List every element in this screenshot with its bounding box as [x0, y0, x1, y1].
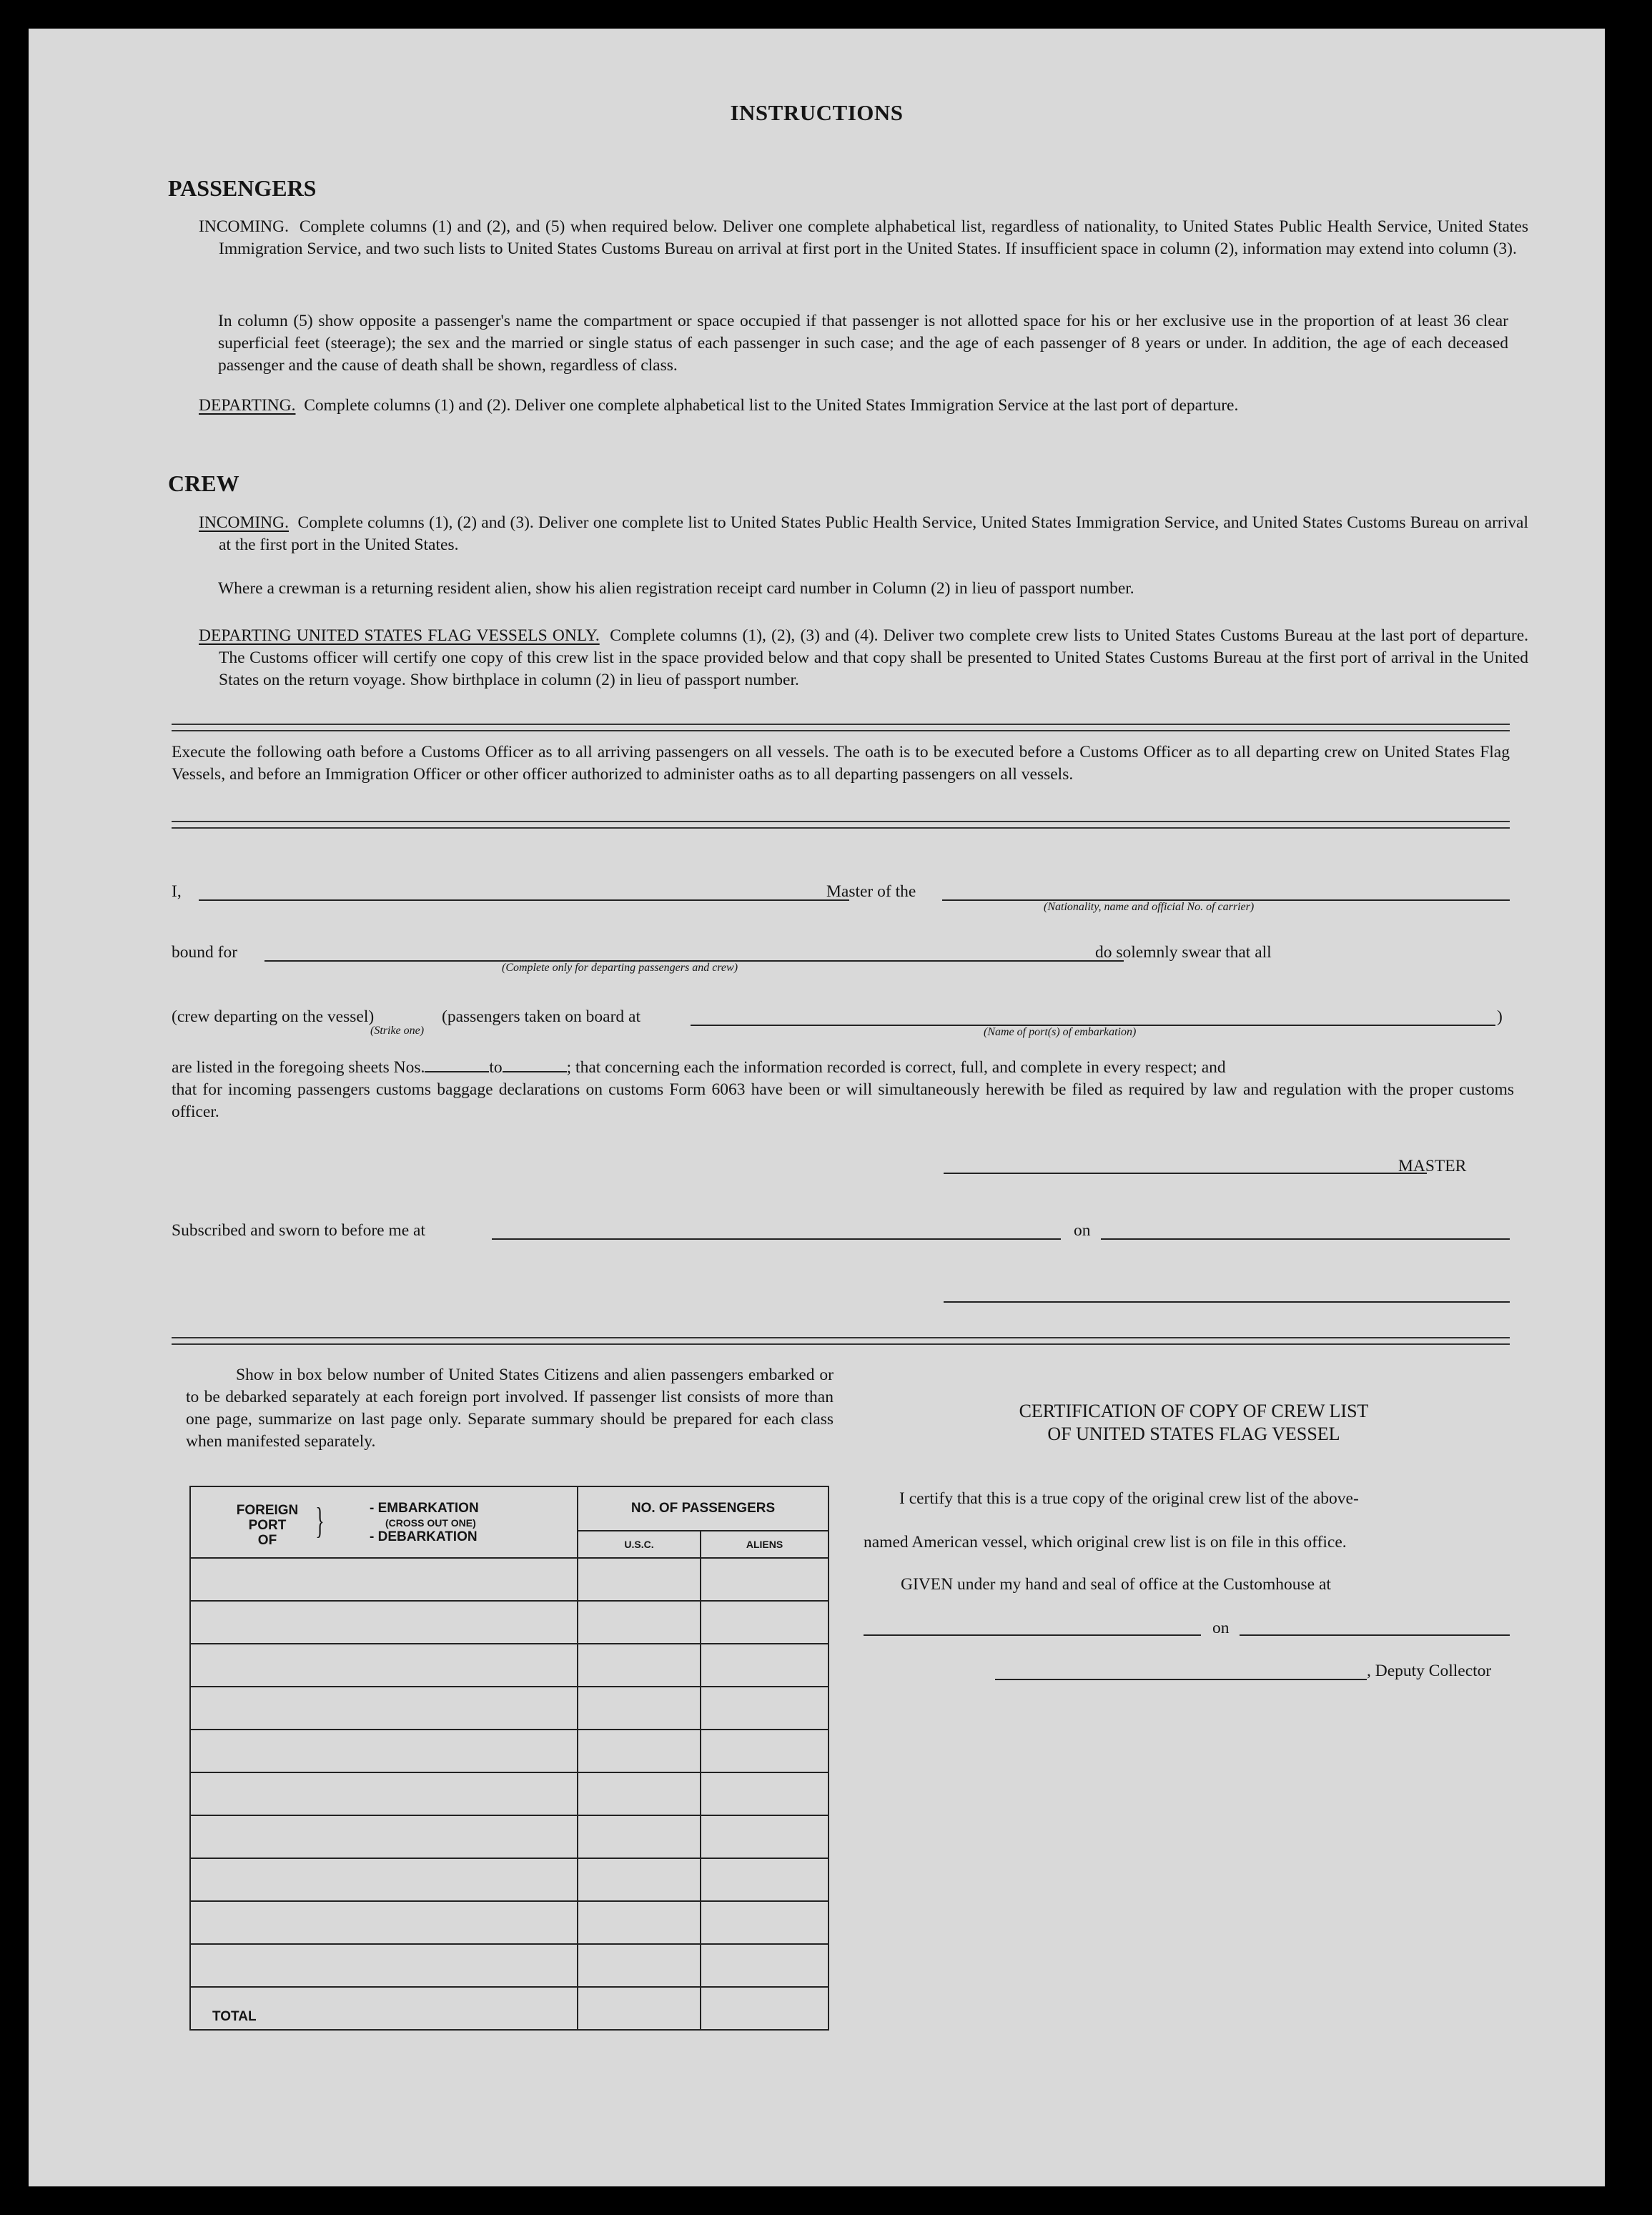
table-row [190, 1601, 829, 1644]
passengers-departing-text: Complete columns (1) and (2). Deliver one complete alphabetical list to the United States Immigration Service at the last port of departure. [304, 396, 1239, 415]
table-row [190, 1687, 829, 1730]
passengers-departing-label: DEPARTING. [199, 396, 296, 415]
crew-departing-text: Complete columns (1), (2), (3) and (4). Deliver two complete crew lists to United States Customs Bureau at the last port of departure. The Customs officer will certify one copy of this crew list in the space provided below and that copy shall be presented to United States Customs Bureau at the first port of arrival in the United States on the return voyage. Show birthplace in column (2) in lieu of passport number. [219, 626, 1528, 689]
certify-text-line-2: named American vessel, which original crew list is on file in this office. [864, 1533, 1347, 1552]
cross-out-hint: (CROSS OUT ONE) [385, 1517, 476, 1529]
table-row [190, 1944, 829, 1987]
port-cell[interactable] [190, 1558, 578, 1601]
total-row [190, 1987, 829, 2030]
ports-hint: (Name of port(s) of embarkation) [984, 1026, 1137, 1038]
listed-rest-text: that for incoming passengers customs baggage declarations on customs Form 6063 have been or will simultaneously herewith be filed as required by law and regulation with the proper customs officer. [172, 1080, 1514, 1121]
certification-heading-line-1: CERTIFICATION OF COPY OF CREW LIST [1019, 1401, 1369, 1421]
port-label: PORT [248, 1518, 287, 1533]
crew-resident-paragraph: Where a crewman is a returning resident alien, show his alien registration receipt card number in Column (2) in lieu of passport number. [218, 579, 1134, 598]
crew-incoming-text: Complete columns (1), (2) and (3). Deliver one complete list to United States Public Health Service, United States Immigration Service, and United States Customs Bureau on arrival at the first port in the United States. [219, 513, 1529, 554]
deputy-signature-line[interactable] [995, 1679, 1367, 1680]
table-row [190, 1558, 829, 1601]
aliens-cell[interactable] [701, 1601, 829, 1644]
master-of-label: Master of the [826, 882, 916, 901]
bound-for-hint: (Complete only for departing passengers and crew) [502, 962, 738, 974]
aliens-cell[interactable] [701, 1687, 829, 1730]
port-cell[interactable] [190, 1644, 578, 1687]
usc-cell[interactable] [578, 1644, 701, 1687]
sheets-from-field[interactable] [425, 1071, 489, 1072]
bound-for-label: bound for [172, 943, 238, 962]
subscribed-place-line[interactable] [492, 1238, 1061, 1240]
total-label: TOTAL [190, 1987, 578, 2030]
port-header-cell [190, 1486, 578, 1558]
crew-departing-label: DEPARTING UNITED STATES FLAG VESSELS ONLY. [199, 626, 600, 645]
master-label: MASTER [1398, 1157, 1467, 1175]
certification-heading [872, 1400, 1515, 1446]
given-text: GIVEN under my hand and seal of office at the Customhouse at [901, 1575, 1331, 1594]
usc-cell[interactable] [578, 1858, 701, 1901]
usc-cell[interactable] [578, 1772, 701, 1815]
subscribed-label: Subscribed and sworn to before me at [172, 1221, 426, 1240]
passengers-taken-option: (passengers taken on board at [442, 1007, 640, 1026]
table-row [190, 1858, 829, 1901]
port-cell[interactable] [190, 1601, 578, 1644]
port-cell[interactable] [190, 1772, 578, 1815]
aliens-cell[interactable] [701, 1730, 829, 1772]
usc-cell[interactable] [578, 1687, 701, 1730]
section-divider [172, 1337, 1510, 1345]
form-page [29, 29, 1605, 2186]
certification-on-label: on [1212, 1619, 1230, 1637]
swear-label: do solemnly swear that all [1095, 943, 1272, 962]
aliens-cell[interactable] [701, 1815, 829, 1858]
sheets-to-field[interactable] [503, 1071, 567, 1072]
usc-header: U.S.C. [578, 1531, 701, 1558]
crew-departing-paragraph [199, 625, 1528, 691]
strike-one-hint: (Strike one) [370, 1025, 425, 1037]
aliens-header: ALIENS [701, 1531, 829, 1558]
passengers-incoming-paragraph [199, 216, 1528, 260]
crew-incoming-label: INCOMING. [199, 513, 289, 532]
no-passengers-header: NO. OF PASSENGERS [578, 1486, 829, 1531]
of-label: OF [257, 1533, 277, 1548]
foreign-label: FOREIGN [236, 1503, 299, 1518]
listed-sheets-label: are listed in the foregoing sheets Nos. [172, 1058, 425, 1077]
usc-cell[interactable] [578, 1815, 701, 1858]
crew-heading: CREW [168, 470, 239, 496]
crew-departing-option: (crew departing on the vessel) [172, 1007, 375, 1026]
master-signature-line[interactable] [944, 1173, 1427, 1174]
aliens-cell[interactable] [701, 1901, 829, 1944]
aliens-cell[interactable] [701, 1944, 829, 1987]
ports-close-paren: ) [1497, 1007, 1503, 1026]
certify-text-line-1: I certify that this is a true copy of the original crew list of the above- [899, 1489, 1359, 1508]
table-row [190, 1730, 829, 1772]
usc-cell[interactable] [578, 1558, 701, 1601]
debarkation-option[interactable]: - DEBARKATION [370, 1529, 478, 1544]
port-cell[interactable] [190, 1858, 578, 1901]
crew-incoming-paragraph [199, 512, 1528, 556]
passenger-summary-table [189, 1486, 829, 2031]
certification-date-line[interactable] [1240, 1634, 1510, 1636]
port-cell[interactable] [190, 1901, 578, 1944]
aliens-cell[interactable] [701, 1558, 829, 1601]
embarkation-option[interactable]: - EMBARKATION [370, 1501, 479, 1516]
table-row [190, 1901, 829, 1944]
aliens-cell[interactable] [701, 1772, 829, 1815]
section-divider [172, 821, 1510, 829]
page-title: INSTRUCTIONS [730, 100, 904, 125]
section-divider [172, 724, 1510, 731]
certification-heading-line-2: OF UNITED STATES FLAG VESSEL [1047, 1424, 1340, 1444]
aliens-total-cell[interactable] [701, 1987, 829, 2030]
listed-sheets-line [172, 1057, 1514, 1079]
aliens-cell[interactable] [701, 1644, 829, 1687]
usc-cell[interactable] [578, 1730, 701, 1772]
table-row [190, 1772, 829, 1815]
officer-signature-line[interactable] [944, 1301, 1510, 1303]
port-cell[interactable] [190, 1687, 578, 1730]
passengers-incoming-text: Complete columns (1) and (2), and (5) when required below. Deliver one complete alphabetical list, regardless of nationality, to United States Public Health Service, United States Immigration Service, and two such lists to United States Customs Bureau on arrival at first port in the United States. If insufficient space in column (2), information may extend into column (3). [219, 217, 1529, 258]
listed-correct-text: ; that concerning each the information recorded is correct, full, and complete in every respect; and [566, 1058, 1226, 1077]
passengers-heading: PASSENGERS [168, 175, 317, 201]
brace-icon: } [315, 1501, 325, 1541]
table-row [190, 1815, 829, 1858]
master-name-line[interactable] [199, 899, 849, 901]
port-cell[interactable] [190, 1730, 578, 1772]
subscribed-date-line[interactable] [1101, 1238, 1510, 1240]
usc-cell[interactable] [578, 1601, 701, 1644]
table-row [190, 1644, 829, 1687]
usc-cell[interactable] [578, 1901, 701, 1944]
usc-cell[interactable] [578, 1944, 701, 1987]
summary-instructions: Show in box below number of United States Citizens and alien passengers embarked or to be debarked separately at each foreign port involved. If passenger list consists of more than one page, summarize on last page only. Separate summary should be prepared for each class when manifested separately. [186, 1366, 834, 1451]
port-cell[interactable] [190, 1815, 578, 1858]
usc-total-cell[interactable] [578, 1987, 701, 2030]
oath-i-label: I, [172, 882, 182, 901]
aliens-cell[interactable] [701, 1858, 829, 1901]
customhouse-line[interactable] [864, 1634, 1201, 1636]
oath-instruction: Execute the following oath before a Customs Officer as to all arriving passengers on all vessels. The oath is to be executed before a Customs Officer as to all departing crew on United States Flag Vessels, and before an Immigration Officer or other officer authorized to administer oaths as to all departing passengers on all vessels. [172, 743, 1510, 784]
carrier-hint: (Nationality, name and official No. of carrier) [1044, 901, 1255, 913]
subscribed-on-label: on [1074, 1221, 1091, 1240]
passengers-column5-paragraph: In column (5) show opposite a passenger's name the compartment or space occupied if that passenger is not allotted space for his or her exclusive use in the proportion of at least 36 clear superficial feet (steerage); the sex and the married or single status of each passenger in such case; and the age of each passenger of 8 years or under. In addition, the age of each deceased passenger and the cause of death shall be shown, regardless of class. [218, 312, 1508, 375]
deputy-collector-label: , Deputy Collector [1367, 1662, 1492, 1680]
port-cell[interactable] [190, 1944, 578, 1987]
listed-to-label: to [489, 1058, 503, 1077]
passengers-departing-paragraph [199, 395, 1528, 417]
passengers-incoming-label: INCOMING. [199, 217, 289, 236]
